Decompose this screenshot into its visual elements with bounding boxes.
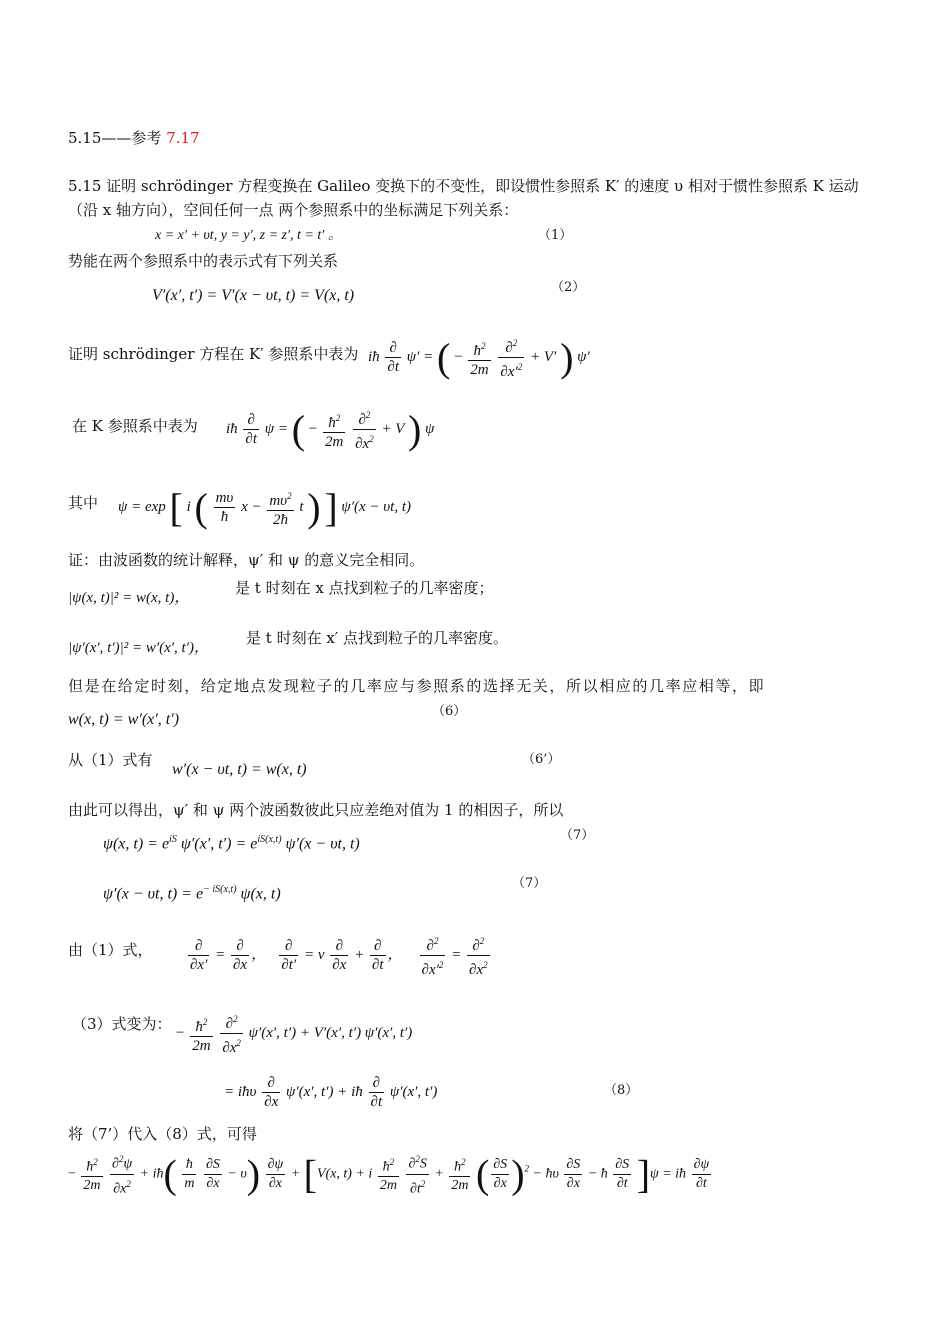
- proof-line-1: 证：由波函数的统计解释，ψ′ 和 ψ 的意义完全相同。: [68, 551, 425, 569]
- equation-8: = iħυ $\frac{\partial}{\partial x}$ ψ′(x′, t′) + iħ $\frac{\partial}{\partial t}$ ψ′(x′, t′): [224, 1075, 438, 1110]
- header-text: 5.15——参考: [68, 129, 167, 147]
- eq3-becomes-text: （3）式变为：: [72, 1015, 172, 1033]
- from-eq1-text: 从（1）式有: [68, 751, 153, 769]
- probability-density-k-prime-desc: 是 t 时刻在 x′ 点找到粒子的几率密度。: [246, 629, 508, 647]
- proof-line-7: 由此可以得出，ψ′ 和 ψ 两个波函数彼此只应差绝对值为 1 的相因子，所以: [68, 801, 564, 819]
- derivative-relations: $\frac{\partial}{\partial x'}$ = $\frac{\partial}{\partial x}$ ， $\frac{\partial}{\partial t'}$ = v $\frac{\partial}{\partial x}$ + $\frac{\partial}{\partial t}$ ， $\frac{\partial^2}{\partial x'^2}$ = $\frac{\partial^2}{\partial x^2}$: [186, 932, 492, 979]
- equation-1: x = x′ + υt, y = y′, z = z′, t = t′ 。: [155, 228, 342, 243]
- equation-3-lhs: − $\frac{ħ^2}{2m}$ $\frac{\partial^2}{\partial x^2}$ ψ′(x′, t′) + V′(x′, t′) ψ′(x′, t′): [176, 1010, 412, 1057]
- equation-6-number: （6）: [432, 704, 467, 719]
- substitute-text: 将（7’）代入（8）式，可得: [68, 1125, 257, 1143]
- proof-line-4: 但是在给定时刻，给定地点发现粒子的几率应与参照系的选择无关，所以相应的几率应相等，即: [68, 677, 766, 695]
- equation-8-number: （8）: [604, 1083, 639, 1098]
- header-line: [68, 128, 200, 148]
- reference-link[interactable]: 7.17: [166, 129, 200, 147]
- problem-statement-line-2: （沿 x 轴方向），空间任何一点 两个参照系中的坐标满足下列关系：: [68, 201, 519, 219]
- wavefunction-transform: ψ = exp [ i ( $\frac{m\upsilon}{ħ}$ x − $\frac{m\upsilon^2}{2ħ}$ t ) ] ψ′(x − υt, t): [118, 485, 411, 530]
- probability-density-k-desc: 是 t 时刻在 x 点找到粒子的几率密度；: [235, 579, 494, 597]
- equation-6-prime: w′(x − υt, t) = w(x, t): [172, 761, 307, 778]
- schrodinger-equation-k: iħ $\frac{\partial}{\partial t}$ ψ = ( − $\frac{ħ^2}{2m}$ $\frac{\partial^2}{\partial x^2}$ + V ) ψ: [226, 407, 435, 452]
- equation-2: V′(x′, t′) = V′(x − υt, t) = V(x, t): [152, 287, 355, 304]
- problem-statement-line-1: 5.15 证明 schrödinger 方程变换在 Galileo 变换下的不变性，即设惯性参照系 K′ 的速度 υ 相对于惯性参照系 K 运动: [68, 177, 859, 195]
- where-text: 其中: [68, 494, 99, 512]
- probability-density-k: |ψ(x, t)|² = w(x, t)，: [68, 590, 190, 606]
- equation-7a-number: （7）: [560, 828, 595, 843]
- from-eq1-derivatives-text: 由（1）式，: [68, 941, 153, 959]
- in-k-text: 在 K 参照系中表为: [72, 417, 198, 435]
- equation-2-number: （2）: [551, 280, 586, 295]
- schrodinger-equation-k-prime: iħ $\frac{\partial}{\partial t}$ ψ′ = ( − $\frac{ħ^2}{2m}$ $\frac{\partial^2}{\partial x'^2}$ + V′ ) ψ′: [368, 335, 590, 380]
- probability-density-k-prime: |ψ′(x′, t′)|² = w′(x′, t′)，: [68, 640, 210, 656]
- potential-text: 势能在两个参照系中的表示式有下列关系: [68, 252, 339, 270]
- equation-7a: ψ(x, $t) = e^{iS}$ ψ′(x′, $t') = e^{iS(x,t)}$ ψ′(x − υt, t): [103, 834, 360, 853]
- equation-1-number: （1）: [538, 228, 573, 243]
- equation-7b: ψ′(x − υt, $t) = e^{- iS(x,t)}$ ψ(x, t): [103, 884, 281, 903]
- equation-6: w(x, t) = w′(x′, t′): [68, 711, 180, 728]
- final-equation: − $\frac{ħ^2}{2m}$ $\frac{\partial^2\psi}{\partial x^2}$ + iħ( $\frac{ħ}{m}$ $\frac{\partial S}{\partial x}$ − υ) $\frac{\partial\psi}{\partial x}$ + [V(x, t) + i $\frac{ħ^2}{2m}$ $\frac{\partial^2S}{\partial t^2}$ + $\frac{ħ^2}{2m}$ ( $\frac{\partial S}{\partial x}$ )$^2$ − ħυ $\frac{\partial S}{\partial x}$ − ħ $\frac{\partial S}{\partial t}$ ]ψ = iħ $\frac{\partial\psi}{\partial t}$: [68, 1151, 710, 1197]
- equation-7b-number: （7）: [512, 876, 547, 891]
- equation-6-prime-number: （6’）: [522, 752, 561, 767]
- prove-text: 证明 schrödinger 方程在 K′ 参照系中表为: [68, 345, 359, 363]
